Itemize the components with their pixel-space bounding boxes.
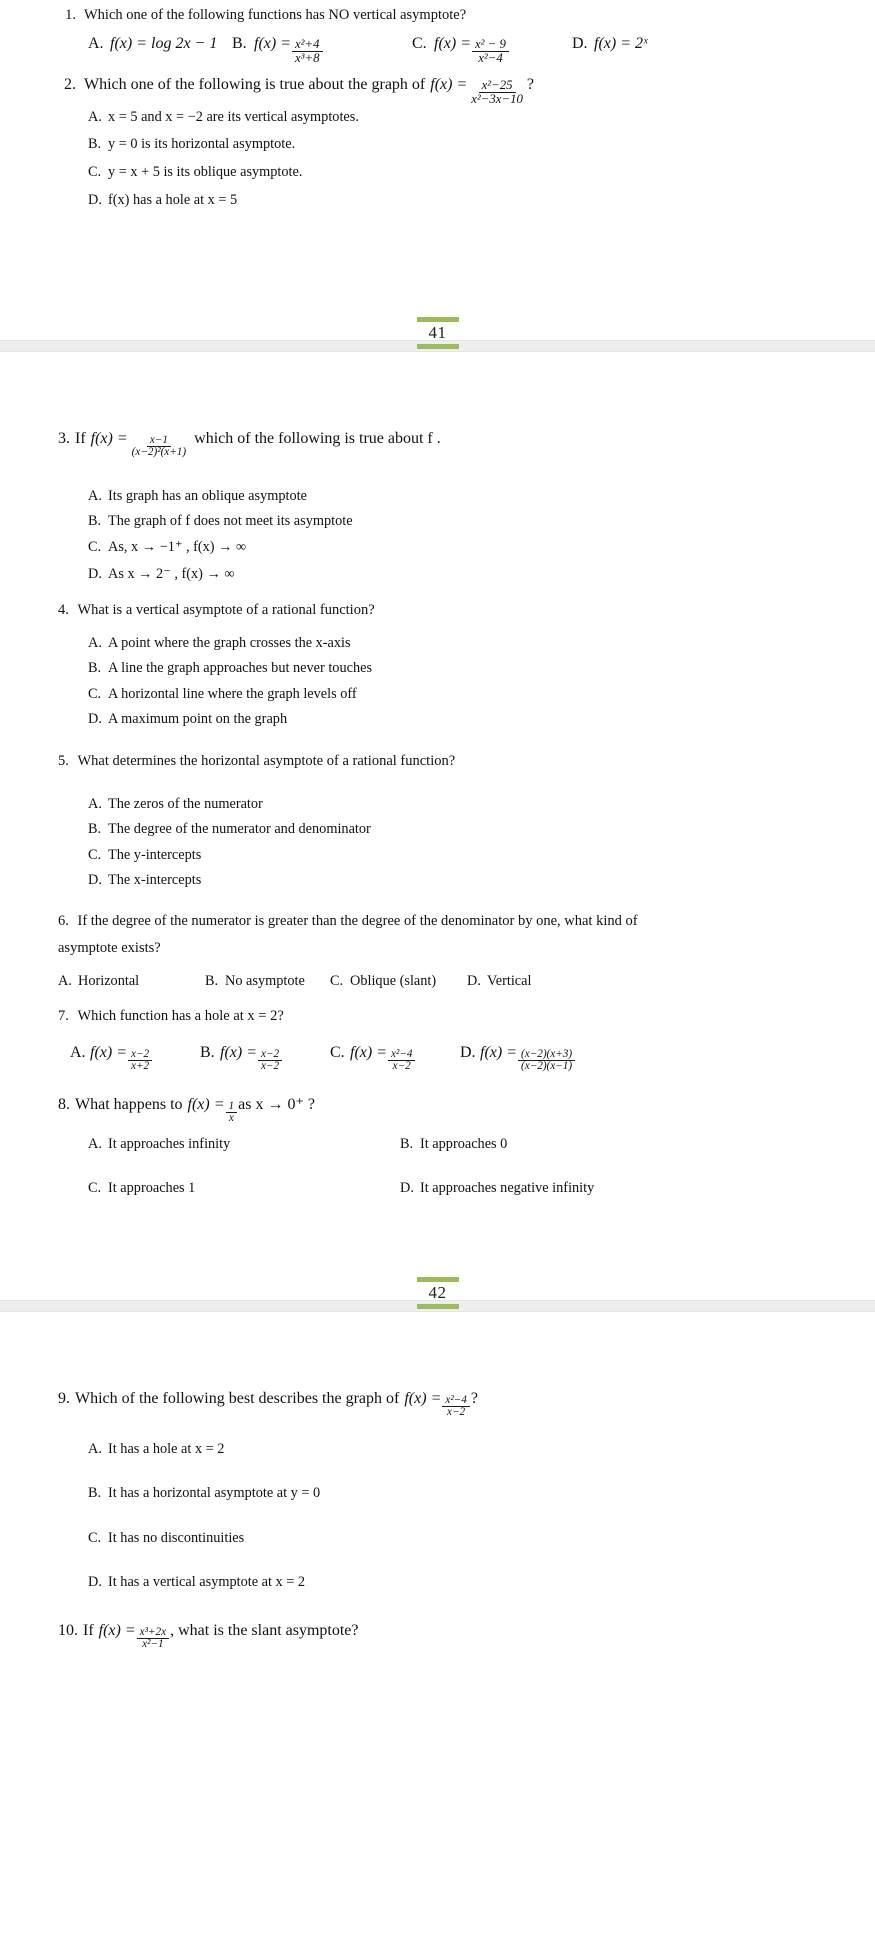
option-fraction [292, 38, 323, 65]
option-letter: A. [70, 1044, 86, 1061]
question-3 [58, 430, 441, 459]
question-8-number: 8. [58, 1096, 70, 1113]
question-8-stem-post: as x → 0⁺ ? [238, 1096, 315, 1113]
question-9-number: 9. [58, 1390, 70, 1407]
option-letter: D. [467, 973, 481, 989]
question-6-number: 6. [58, 913, 69, 929]
option-text: It has a hole at x = 2 [108, 1441, 225, 1457]
option-letter: D. [88, 872, 102, 888]
question-5-stem: What determines the horizontal asymptote of a rational function? [77, 753, 456, 769]
option-text: No asymptote [225, 973, 305, 989]
option-text: y = 0 is its horizontal asymptote. [108, 136, 296, 152]
option-fn: f(x) = [480, 1044, 517, 1061]
question-9 [58, 1390, 478, 1419]
question-7-stem: Which function has a hole at x = 2? [77, 1008, 284, 1024]
question-8-option-c[interactable] [88, 1179, 195, 1198]
fraction-denominator: x²−4 [478, 51, 503, 66]
option-letter: C. [330, 973, 344, 989]
fraction-denominator: (x−2)²(x+1) [131, 446, 187, 459]
fraction-numerator: x−2 [258, 1049, 282, 1061]
question-3-option-b[interactable] [88, 512, 353, 531]
option-letter: A. [58, 973, 72, 989]
option-text: Vertical [487, 973, 532, 989]
option-fn: f(x) = [254, 35, 291, 52]
question-10-stem-pre: If [83, 1622, 94, 1639]
option-letter: D. [400, 1180, 414, 1196]
fraction-numerator: x−2 [128, 1049, 152, 1061]
option-letter: D. [460, 1044, 476, 1061]
option-text: x = 5 and x = −2 are its vertical asymptotes. [108, 109, 359, 125]
page-number-rule-top [417, 1277, 459, 1282]
option-letter: C. [88, 164, 102, 180]
question-6-option-b[interactable] [205, 972, 305, 991]
option-letter: A. [88, 35, 104, 52]
option-letter: B. [88, 1485, 102, 1501]
option-letter: C. [88, 686, 102, 702]
option-text: A point where the graph crosses the x-axis [108, 635, 351, 651]
option-expression: 2ˣ [635, 35, 648, 52]
question-4-option-d[interactable] [88, 710, 287, 729]
question-2-stem-pre: Which one of the following is true about the graph of [84, 76, 426, 93]
question-7 [58, 1007, 284, 1027]
page-number-rule-bottom [417, 1304, 459, 1309]
option-text: The graph of f does not meet its asymptote [108, 513, 353, 529]
question-6-stem-line1: If the degree of the numerator is greater than the degree of the denominator by one, what kind of [77, 913, 638, 929]
fraction-numerator: x² − 9 [472, 38, 509, 52]
fraction-denominator: (x−2)(x−1) [521, 1060, 573, 1073]
option-letter: B. [232, 35, 247, 52]
question-7-number: 7. [58, 1008, 69, 1024]
question-1 [58, 6, 818, 26]
option-fn: f(x) = [350, 1044, 387, 1061]
option-letter: B. [200, 1044, 215, 1061]
option-letter: D. [88, 711, 102, 727]
option-letter: D. [88, 1574, 102, 1590]
question-8-fraction [226, 1101, 238, 1125]
option-text: As, x → −1⁺ , f(x) → ∞ [108, 539, 247, 555]
question-2-option-c[interactable] [88, 163, 302, 182]
option-letter: A. [88, 109, 102, 125]
option-text: A line the graph approaches but never touches [108, 660, 373, 676]
question-7-option-a[interactable] [70, 1044, 153, 1073]
question-4-stem: What is a vertical asymptote of a rational function? [77, 602, 375, 618]
option-text: Oblique (slant) [350, 973, 437, 989]
question-8-option-d[interactable] [400, 1179, 594, 1198]
fraction-denominator: x+2 [131, 1060, 150, 1073]
option-letter: B. [205, 973, 219, 989]
question-1-option-b[interactable] [232, 35, 324, 65]
question-7-option-d[interactable] [460, 1044, 576, 1073]
option-text: A maximum point on the graph [108, 711, 288, 727]
fraction-numerator: x²−25 [479, 79, 516, 93]
question-7-option-b[interactable] [200, 1044, 283, 1073]
question-5-option-b[interactable] [88, 820, 371, 839]
fraction-denominator: x²−3x−10 [471, 92, 523, 107]
question-9-option-a[interactable] [88, 1440, 224, 1459]
question-6 [58, 912, 848, 932]
question-9-fraction [442, 1395, 469, 1419]
option-text: It approaches negative infinity [420, 1180, 595, 1196]
option-letter: B. [88, 821, 102, 837]
question-6-stem-line2-wrap [58, 939, 161, 959]
option-fn: f(x) = [220, 1044, 257, 1061]
question-10-stem-post: , what is the slant asymptote? [170, 1622, 359, 1639]
option-text: It has no discontinuities [108, 1530, 245, 1546]
page-number-42: 42 [428, 1283, 447, 1302]
option-text: The y-intercepts [108, 847, 202, 863]
option-letter: C. [88, 1530, 102, 1546]
question-2 [58, 76, 534, 106]
option-text: It approaches infinity [108, 1136, 231, 1152]
fraction-denominator: x²−1 [142, 1638, 164, 1651]
option-letter: A. [88, 635, 102, 651]
question-6-option-d[interactable] [467, 972, 531, 991]
option-letter: A. [88, 1441, 102, 1457]
option-fraction [128, 1049, 152, 1073]
question-8-option-a[interactable] [88, 1135, 230, 1154]
question-9-option-b[interactable] [88, 1484, 320, 1503]
option-text: The degree of the numerator and denominator [108, 821, 371, 837]
option-letter: D. [88, 566, 102, 582]
option-fraction [258, 1049, 282, 1073]
page-sheet-41 [0, 0, 875, 340]
option-fraction [472, 38, 509, 65]
option-expression: log 2x − 1 [151, 35, 218, 52]
question-5-option-a[interactable] [88, 795, 263, 814]
option-letter: B. [88, 660, 102, 676]
question-2-option-d[interactable] [88, 191, 237, 210]
question-1-option-c[interactable] [412, 35, 510, 65]
question-4-number: 4. [58, 602, 69, 618]
option-text: The x-intercepts [108, 872, 202, 888]
question-3-fn: f(x) = [90, 430, 128, 447]
fraction-numerator: x²−4 [388, 1049, 415, 1061]
question-8 [58, 1094, 315, 1125]
question-7-option-c[interactable] [330, 1044, 416, 1073]
option-text: f(x) has a hole at x = 5 [108, 192, 238, 208]
question-9-option-c[interactable] [88, 1529, 244, 1548]
option-fraction [518, 1049, 575, 1073]
question-3-option-d[interactable] [88, 565, 235, 584]
option-text: Horizontal [78, 973, 140, 989]
option-fn: f(x) = [110, 35, 147, 52]
question-2-fraction [468, 79, 526, 106]
option-letter: C. [88, 1180, 102, 1196]
question-9-fn: f(x) = [404, 1390, 442, 1407]
question-6-stem-line2: asymptote exists? [58, 940, 161, 956]
question-2-stem-post: ? [526, 76, 535, 93]
question-3-number: 3. [58, 430, 70, 447]
question-10-fn: f(x) = [98, 1622, 136, 1639]
question-4 [58, 601, 375, 621]
option-letter: D. [572, 35, 588, 52]
page-number-rule-bottom [417, 344, 459, 349]
question-9-stem-post: ? [470, 1390, 478, 1407]
fraction-numerator: x²−4 [442, 1395, 469, 1407]
fraction-numerator: x²+4 [292, 38, 323, 52]
fraction-denominator: x−2 [447, 1406, 466, 1419]
question-9-stem-pre: Which of the following best describes the graph of [75, 1390, 400, 1407]
option-text: It approaches 0 [420, 1136, 508, 1152]
question-1-stem: Which one of the following functions has NO vertical asymptote? [84, 7, 467, 23]
page-number-footer-42 [0, 1277, 875, 1309]
option-text: It has a vertical asymptote at x = 2 [108, 1574, 306, 1590]
question-8-stem-pre: What happens to [75, 1096, 183, 1113]
option-fn: f(x) = [434, 35, 471, 52]
fraction-denominator: x³+8 [295, 51, 320, 66]
option-letter: B. [88, 513, 102, 529]
option-text: It has a horizontal asymptote at y = 0 [108, 1485, 321, 1501]
option-letter: B. [88, 136, 102, 152]
fraction-numerator: x³+2x [137, 1627, 169, 1639]
question-6-option-a[interactable] [58, 972, 139, 991]
fraction-denominator: x−2 [261, 1060, 280, 1073]
option-letter: C. [88, 539, 102, 555]
option-letter: B. [400, 1136, 414, 1152]
question-2-option-b[interactable] [88, 135, 295, 154]
fraction-denominator: x [228, 1112, 234, 1125]
option-fn: f(x) = [594, 35, 631, 52]
question-10-fraction [137, 1627, 169, 1651]
question-1-option-a[interactable] [88, 35, 217, 53]
question-4-option-b[interactable] [88, 659, 372, 678]
option-text: Its graph has an oblique asymptote [108, 488, 307, 504]
option-text: It approaches 1 [108, 1180, 196, 1196]
page-number-41: 41 [428, 323, 447, 342]
question-6-option-c[interactable] [330, 972, 436, 991]
question-2-option-a[interactable] [88, 108, 359, 127]
option-letter: C. [330, 1044, 345, 1061]
option-letter: A. [88, 488, 102, 504]
question-2-fn: f(x) = [430, 76, 468, 93]
option-letter: A. [88, 1136, 102, 1152]
question-3-fraction [129, 435, 189, 459]
option-text: As x → 2⁻ , f(x) → ∞ [108, 566, 235, 582]
question-1-option-d[interactable] [572, 35, 648, 53]
question-3-stem-post: which of the following is true about f . [194, 430, 441, 447]
question-9-option-d[interactable] [88, 1573, 305, 1592]
option-text: y = x + 5 is its oblique asymptote. [108, 164, 303, 180]
question-8-fn: f(x) = [187, 1096, 225, 1113]
question-1-number: 1. [65, 7, 76, 23]
question-4-option-a[interactable] [88, 634, 351, 653]
fraction-numerator: 1 [226, 1101, 238, 1113]
question-8-option-b[interactable] [400, 1135, 507, 1154]
question-2-number: 2. [64, 76, 76, 93]
option-letter: D. [88, 192, 102, 208]
question-10 [58, 1622, 359, 1651]
page-number-rule-top [417, 317, 459, 322]
page-sheet-43 [0, 1312, 875, 1942]
option-fn: f(x) = [90, 1044, 127, 1061]
question-3-option-c[interactable] [88, 538, 246, 557]
fraction-denominator: x−2 [392, 1060, 411, 1073]
option-text: A horizontal line where the graph levels off [108, 686, 357, 702]
page-number-footer-41 [0, 317, 875, 349]
question-3-option-a[interactable] [88, 487, 307, 506]
question-4-option-c[interactable] [88, 685, 357, 704]
question-5-option-c[interactable] [88, 846, 201, 865]
question-5 [58, 752, 455, 772]
question-5-option-d[interactable] [88, 871, 201, 890]
option-text: The zeros of the numerator [108, 796, 263, 812]
question-5-number: 5. [58, 753, 69, 769]
option-letter: C. [88, 847, 102, 863]
option-fraction [388, 1049, 415, 1073]
fraction-numerator: x−1 [147, 435, 171, 447]
question-3-stem-pre: If [75, 430, 86, 447]
fraction-numerator: (x−2)(x+3) [518, 1049, 575, 1061]
question-10-number: 10. [58, 1622, 78, 1639]
page-sheet-42 [0, 352, 875, 1300]
option-letter: C. [412, 35, 427, 52]
option-letter: A. [88, 796, 102, 812]
